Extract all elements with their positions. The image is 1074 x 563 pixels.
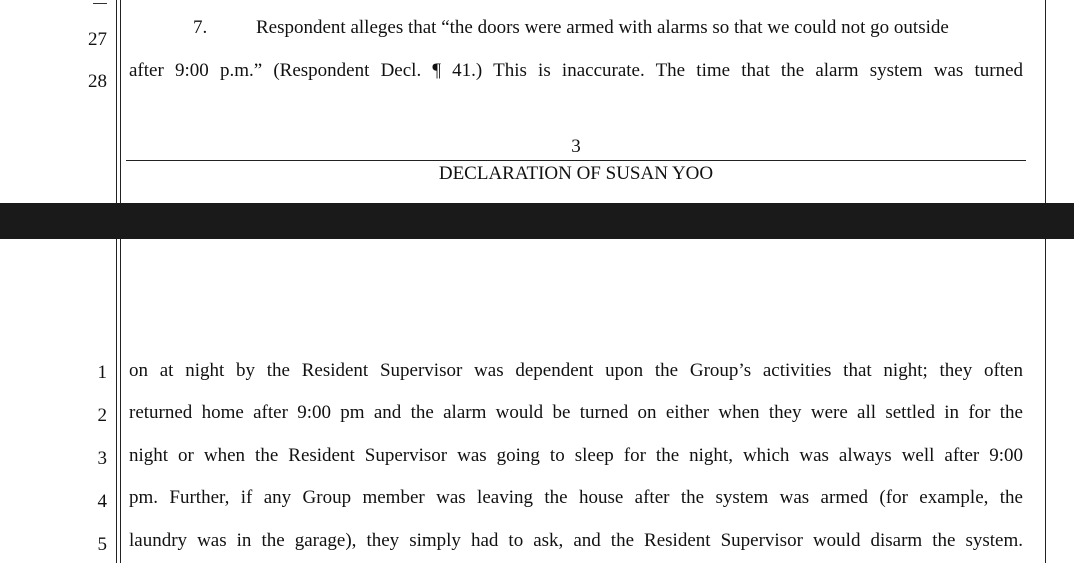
line-number: 27 <box>88 29 107 50</box>
body-text-line: after 9:00 p.m.” (Respondent Decl. ¶ 41.) This is inaccurate. The time that the alarm system was turned <box>129 60 1023 81</box>
line-number: 4 <box>97 491 107 512</box>
body-text-line: pm. Further, if any Group member was leaving the house after the system was armed (for example, the <box>129 487 1023 508</box>
margin-rule-left-inner <box>120 0 121 203</box>
body-text-line: returned home after 9:00 pm and the alarm would be turned on either when they were all settled in for the <box>129 402 1023 423</box>
body-text-line: Respondent alleges that “the doors were armed with alarms so that we could not go outside <box>256 17 949 38</box>
margin-rule-left-outer <box>116 239 117 563</box>
paragraph-number: 7. <box>193 17 208 38</box>
line-number: 1 <box>97 362 107 383</box>
footer-page-number: 3 <box>571 136 581 157</box>
margin-rule-right <box>1045 239 1046 563</box>
line-number: 3 <box>97 448 107 469</box>
line-number: 5 <box>97 534 107 555</box>
body-text-line: on at night by the Resident Supervisor was dependent upon the Group’s activities that night; they often <box>129 360 1023 381</box>
body-text-line: night or when the Resident Supervisor was going to sleep for the night, which was always well after 9:00 <box>129 445 1023 466</box>
margin-rule-right <box>1045 0 1046 203</box>
margin-rule-left-inner <box>120 239 121 563</box>
page-top <box>0 0 1074 203</box>
footer-rule <box>126 160 1026 161</box>
body-text-line: laundry was in the garage), they simply had to ask, and the Resident Supervisor would disarm the system. <box>129 530 1023 551</box>
line-number: 2 <box>97 405 107 426</box>
page-bottom <box>0 239 1074 563</box>
footer-title: DECLARATION OF SUSAN YOO <box>438 163 714 184</box>
page-gap <box>0 203 1074 239</box>
margin-rule-left-outer <box>116 0 117 203</box>
line-number-stub <box>93 0 107 4</box>
line-number: 28 <box>88 71 107 92</box>
